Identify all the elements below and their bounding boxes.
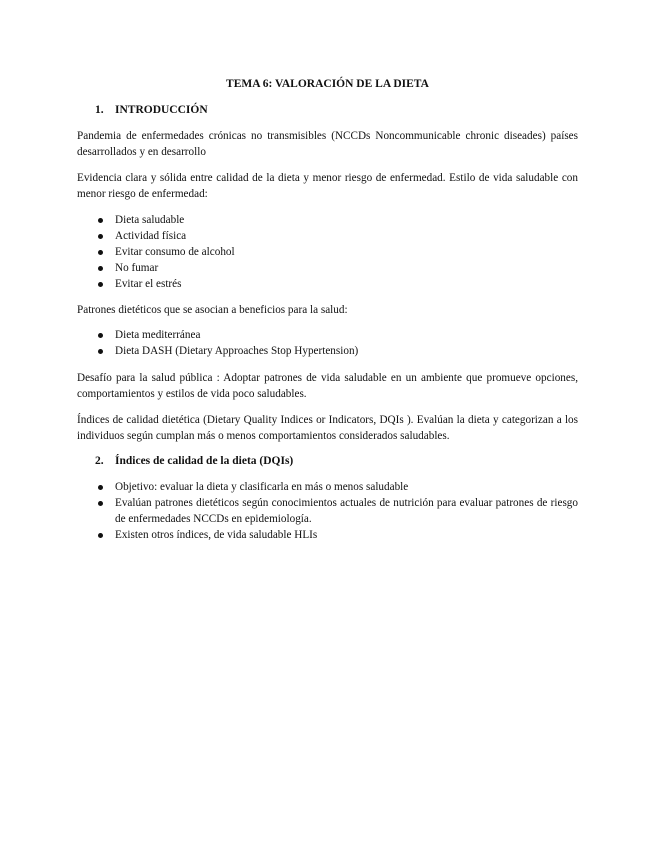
list-item: Dieta mediterránea xyxy=(77,327,578,343)
bullet-dot-icon xyxy=(98,234,103,239)
diet-patterns-list xyxy=(77,327,578,359)
bullet-dot-icon xyxy=(98,266,103,271)
list-item: Dieta saludable xyxy=(77,212,578,228)
paragraph-indices: Índices de calidad dietética (Dietary Quality Indices or Indicators, DQIs ). Evalúan la dieta y categorizan a los individuos según cumplan más o menos comportamientos considerados saludables. xyxy=(77,414,578,442)
list-item: Evalúan patrones dietéticos según conocimientos actuales de nutrición para evaluar patrones de riesgo de enfermedades NCCDs en epidemiología. xyxy=(77,495,578,527)
paragraph-pandemia: Pandemia de enfermedades crónicas no transmisibles (NCCDs Noncommunicable chronic diseades) países desarrollados y en desarrollo xyxy=(77,130,578,158)
dqi-list xyxy=(77,479,578,543)
list-item: Dieta DASH (Dietary Approaches Stop Hypertension) xyxy=(77,343,578,359)
bullet-dot-icon xyxy=(98,533,103,538)
section-1-title: INTRODUCCIÓN xyxy=(115,104,208,116)
document-title: TEMA 6: VALORACIÓN DE LA DIETA xyxy=(226,78,429,90)
section-2-title: Índices de calidad de la dieta (DQIs) xyxy=(115,455,294,467)
section-2-heading xyxy=(95,453,293,469)
bullet-dot-icon xyxy=(98,282,103,287)
bullet-dot-icon xyxy=(98,250,103,255)
list-item: Actividad física xyxy=(77,228,578,244)
list-item: Evitar el estrés xyxy=(77,276,578,292)
section-2-number: 2. xyxy=(95,455,104,467)
list-item: Objetivo: evaluar la dieta y clasificarla en más o menos saludable xyxy=(77,479,578,495)
list-item: Evitar consumo de alcohol xyxy=(77,244,578,260)
bullet-dot-icon xyxy=(98,485,103,490)
list-item: No fumar xyxy=(77,260,578,276)
bullet-dot-icon xyxy=(98,501,103,506)
section-1-heading xyxy=(95,102,208,118)
section-1-number: 1. xyxy=(95,104,104,116)
bullet-dot-icon xyxy=(98,218,103,223)
list-item: Existen otros índices, de vida saludable HLIs xyxy=(77,527,578,543)
paragraph-desafio: Desafío para la salud pública : Adoptar patrones de vida saludable en un ambiente que promueve opciones, comportamientos y estilos de vida poco saludables. xyxy=(77,372,578,400)
lifestyle-list xyxy=(77,212,578,292)
paragraph-evidencia: Evidencia clara y sólida entre calidad de la dieta y menor riesgo de enfermedad. Estilo de vida saludable con menor riesgo de enfermedad: xyxy=(77,172,578,200)
bullet-dot-icon xyxy=(98,333,103,338)
bullet-dot-icon xyxy=(98,349,103,354)
paragraph-patrones: Patrones dietéticos que se asocian a beneficios para la salud: xyxy=(77,304,348,316)
